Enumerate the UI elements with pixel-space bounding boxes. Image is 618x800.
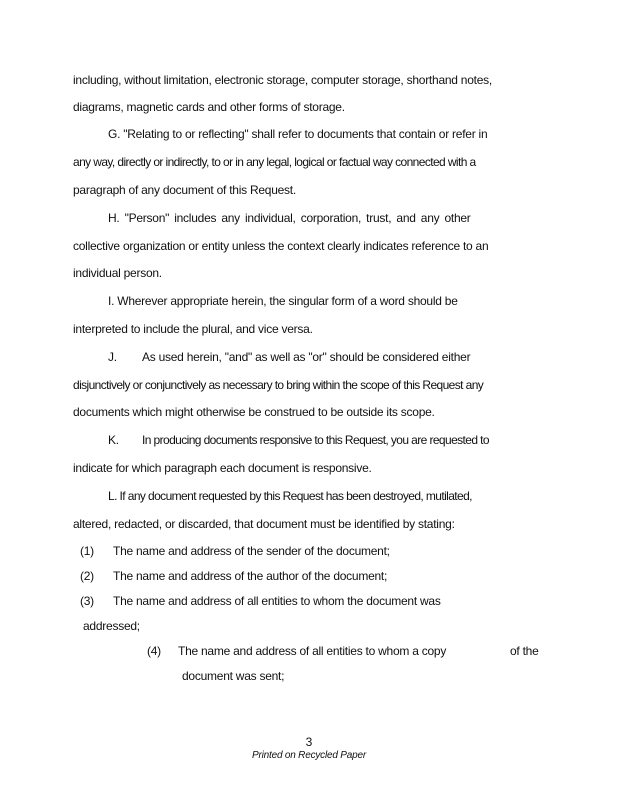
paragraph-k-line-1: In producing documents responsive to this Request, you are requested to [142, 433, 489, 447]
list-item-number: (4) [147, 644, 161, 658]
footer-note: Printed on Recycled Paper [252, 750, 366, 761]
page-number: 3 [305, 735, 313, 749]
paragraph-g-line-3: paragraph of any document of this Request. [73, 183, 296, 197]
list-item-continuation: addressed; [83, 619, 140, 633]
paragraph-g-line-2: any way, directly or indirectly, to or in any legal, logical or factual way connected with a [73, 155, 476, 169]
paragraph-h-line-2: collective organization or entity unless the context clearly indicates reference to an [73, 239, 489, 253]
paragraph-j-line-1: As used herein, "and" as well as "or" should be considered either [142, 350, 471, 364]
paragraph-j-line-3: documents which might otherwise be construed to be outside its scope. [73, 405, 435, 419]
list-item-text-tail: of the [510, 644, 539, 658]
paragraph-h-line-1: H. "Person" includes any individual, corporation, trust, and any other [108, 211, 471, 225]
list-item-text: The name and address of the author of the document; [113, 569, 388, 583]
paragraph-k-line-2: indicate for which paragraph each document is responsive. [73, 461, 372, 475]
paragraph-intro-line-2: diagrams, magnetic cards and other forms of storage. [73, 100, 345, 114]
list-item-text: The name and address of all entities to whom the document was [113, 594, 441, 608]
list-item-number: (2) [80, 569, 94, 583]
paragraph-l-line-1: L. If any document requested by this Request has been destroyed, mutilated, [108, 489, 472, 503]
paragraph-h-line-3: individual person. [73, 266, 162, 280]
paragraph-intro-line-1: including, without limitation, electronic storage, computer storage, shorthand notes, [73, 73, 492, 87]
paragraph-j-label: J. [108, 350, 117, 364]
list-item-number: (3) [80, 594, 94, 608]
paragraph-i-line-1: I. Wherever appropriate herein, the singular form of a word should be [108, 294, 458, 308]
paragraph-j-line-2: disjunctively or conjunctively as necessary to bring within the scope of this Request any [73, 378, 484, 392]
list-item-continuation: document was sent; [182, 669, 285, 683]
paragraph-i-line-2: interpreted to include the plural, and vice versa. [73, 322, 313, 336]
list-item-number: (1) [80, 544, 94, 558]
list-item-text: The name and address of all entities to whom a copy [178, 644, 447, 658]
paragraph-l-line-2: altered, redacted, or discarded, that document must be identified by stating: [73, 517, 455, 531]
paragraph-k-label: K. [108, 433, 119, 447]
paragraph-g-line-1: G. "Relating to or reflecting" shall refer to documents that contain or refer in [108, 127, 488, 141]
list-item-text: The name and address of the sender of the document; [113, 544, 390, 558]
